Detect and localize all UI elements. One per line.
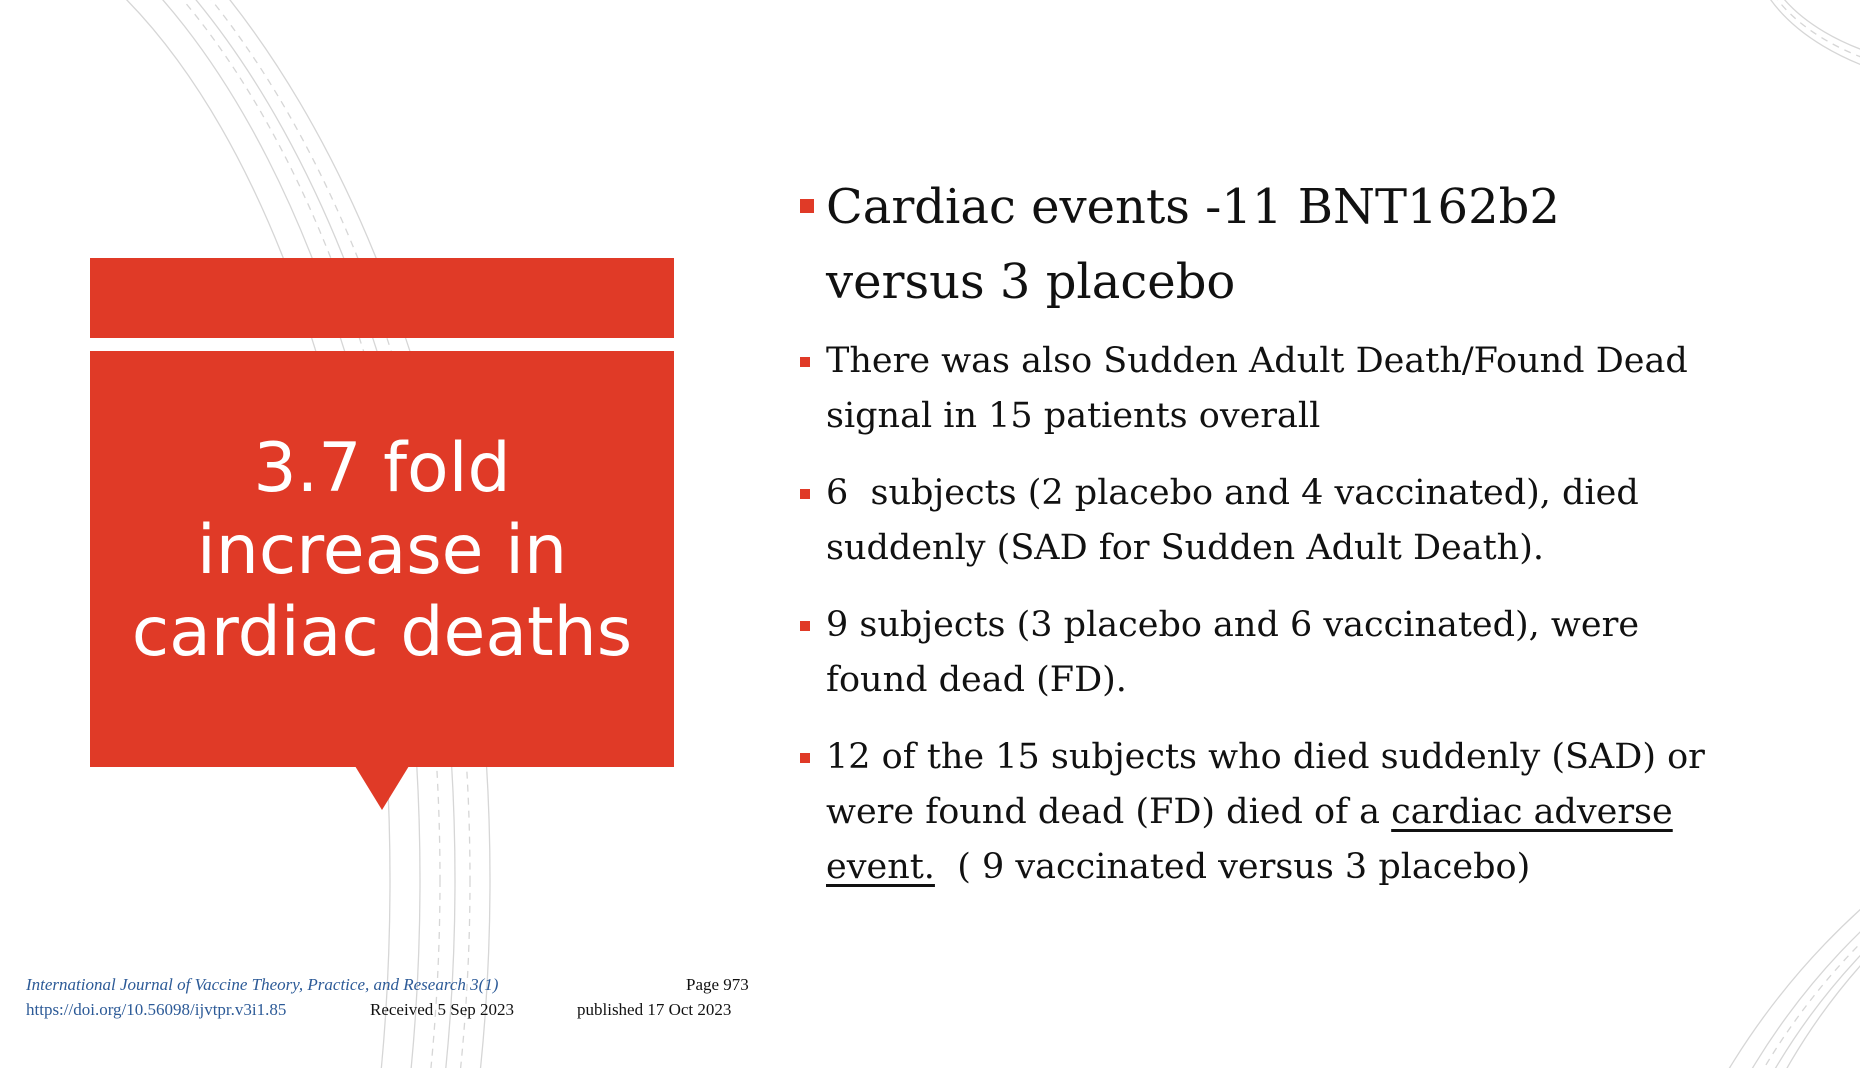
bullet-line: Cardiac events -11 BNT162b2 [826,179,1560,235]
bullet-marker-icon [800,489,810,499]
bullet-line: signal in 15 patients overall [826,396,1321,436]
bullet-list [800,170,1800,917]
bullet-sad-fd-signal [800,334,1800,444]
callout-line: 3.7 fold [253,429,511,508]
bullet-line: versus 3 placebo [826,254,1236,310]
bullet-marker-icon [800,753,810,763]
bullet-cardiac-adverse [800,730,1800,895]
citation-doi-link[interactable]: https://doi.org/10.56098/ijvtpr.v3i1.85 [26,1000,287,1019]
bullet-line: found dead (FD). [826,660,1127,700]
callout-line: cardiac deaths [131,593,633,672]
citation-journal: International Journal of Vaccine Theory, Practice, and Research 3(1) [26,975,499,994]
bullet-marker-icon [800,199,814,213]
red-accent-bar [90,258,674,338]
citation-received: Received 5 Sep 2023 [370,1000,514,1019]
callout-line: increase in [196,511,568,590]
bullet-line [826,785,1800,840]
callout-pointer [355,766,409,810]
callout-text [112,428,652,674]
bullet-text: were found dead (FD) died of a [826,792,1392,832]
red-callout-box [90,351,674,767]
bullet-line [826,840,1800,895]
underlined-text: event. [826,847,935,887]
bullet-line: 12 of the 15 subjects who died suddenly (SAD) or [826,737,1705,777]
bullet-line: 6 subjects (2 placebo and 4 vaccinated), died [826,473,1639,513]
bullet-marker-icon [800,621,810,631]
bullet-line: 9 subjects (3 placebo and 6 vaccinated), were [826,605,1640,645]
citation-published: published 17 Oct 2023 [577,1000,732,1019]
bullet-sudden-death [800,466,1800,576]
bullet-found-dead [800,598,1800,708]
bullet-line: There was also Sudden Adult Death/Found Dead [826,341,1688,381]
bullet-marker-icon [800,357,810,367]
underlined-text: cardiac adverse [1391,792,1673,832]
citation-page: Page 973 [686,975,749,994]
bullet-main [800,170,1800,320]
bullet-text: ( 9 vaccinated versus 3 placebo) [934,847,1531,887]
bullet-line: suddenly (SAD for Sudden Adult Death). [826,528,1544,568]
